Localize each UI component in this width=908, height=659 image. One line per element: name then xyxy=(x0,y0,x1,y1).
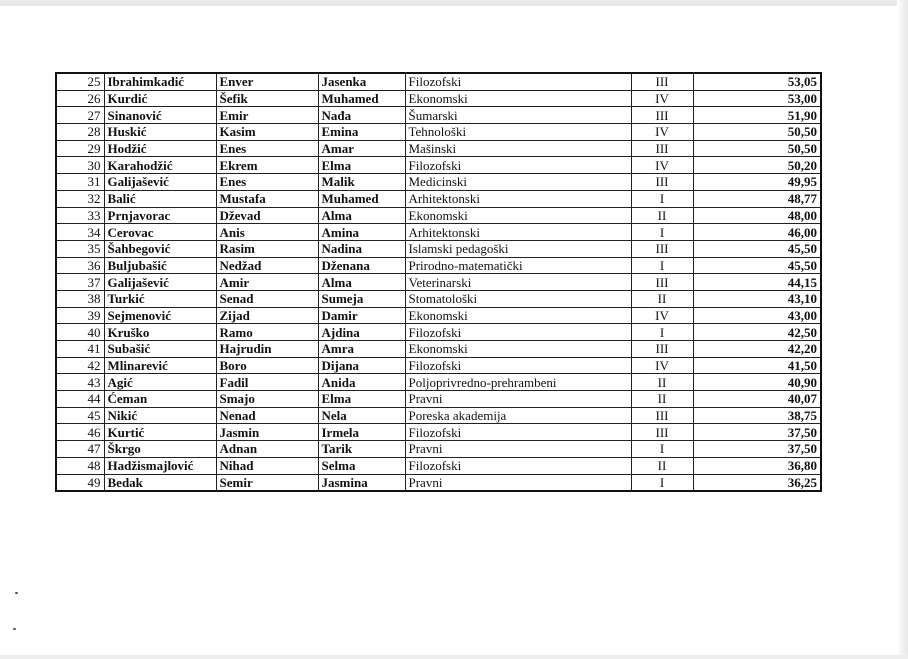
faculty-cell: Ekonomski xyxy=(405,307,631,324)
father-name-cell: Kasim xyxy=(216,124,318,141)
rank-cell: 37 xyxy=(56,274,104,291)
surname-cell: Balić xyxy=(104,190,216,207)
score-cell: 46,00 xyxy=(693,224,821,241)
year-cell: I xyxy=(631,474,693,491)
table-row xyxy=(56,274,821,291)
rank-cell: 25 xyxy=(56,73,104,90)
surname-cell: Kurdić xyxy=(104,90,216,107)
rank-cell: 47 xyxy=(56,441,104,458)
father-name-cell: Zijad xyxy=(216,307,318,324)
faculty-cell: Poljoprivredno-prehrambeni xyxy=(405,374,631,391)
year-cell: IV xyxy=(631,357,693,374)
table-row xyxy=(56,307,821,324)
first-name-cell: Jasmina xyxy=(318,474,405,491)
score-cell: 50,50 xyxy=(693,140,821,157)
first-name-cell: Selma xyxy=(318,457,405,474)
first-name-cell: Ajdina xyxy=(318,324,405,341)
rank-cell: 28 xyxy=(56,124,104,141)
table-row xyxy=(56,341,821,358)
surname-cell: Mlinarević xyxy=(104,357,216,374)
year-cell: I xyxy=(631,190,693,207)
first-name-cell: Elma xyxy=(318,391,405,408)
father-name-cell: Amir xyxy=(216,274,318,291)
faculty-cell: Arhitektonski xyxy=(405,224,631,241)
year-cell: IV xyxy=(631,157,693,174)
table-row xyxy=(56,107,821,124)
score-cell: 41,50 xyxy=(693,357,821,374)
rank-cell: 45 xyxy=(56,407,104,424)
faculty-cell: Tehnološki xyxy=(405,124,631,141)
rank-cell: 44 xyxy=(56,391,104,408)
scan-speck xyxy=(13,628,16,630)
faculty-cell: Pravni xyxy=(405,441,631,458)
score-cell: 53,05 xyxy=(693,73,821,90)
rank-cell: 40 xyxy=(56,324,104,341)
surname-cell: Ibrahimkadić xyxy=(104,73,216,90)
results-table xyxy=(55,72,822,492)
table-row xyxy=(56,257,821,274)
rank-cell: 27 xyxy=(56,107,104,124)
scan-edge-right xyxy=(897,0,908,659)
table-row xyxy=(56,90,821,107)
year-cell: III xyxy=(631,240,693,257)
table-row xyxy=(56,174,821,191)
father-name-cell: Senad xyxy=(216,290,318,307)
rank-cell: 32 xyxy=(56,190,104,207)
first-name-cell: Dženana xyxy=(318,257,405,274)
father-name-cell: Šefik xyxy=(216,90,318,107)
faculty-cell: Filozofski xyxy=(405,424,631,441)
first-name-cell: Muhamed xyxy=(318,90,405,107)
faculty-cell: Prirodno-matematički xyxy=(405,257,631,274)
first-name-cell: Amina xyxy=(318,224,405,241)
year-cell: I xyxy=(631,324,693,341)
father-name-cell: Ramo xyxy=(216,324,318,341)
faculty-cell: Arhitektonski xyxy=(405,190,631,207)
first-name-cell: Amar xyxy=(318,140,405,157)
faculty-cell: Poreska akademija xyxy=(405,407,631,424)
table-row xyxy=(56,124,821,141)
score-cell: 37,50 xyxy=(693,441,821,458)
score-cell: 36,80 xyxy=(693,457,821,474)
faculty-cell: Ekonomski xyxy=(405,90,631,107)
surname-cell: Kruško xyxy=(104,324,216,341)
scan-edge-top xyxy=(0,0,908,6)
table-row xyxy=(56,73,821,90)
rank-cell: 38 xyxy=(56,290,104,307)
first-name-cell: Alma xyxy=(318,274,405,291)
table-row xyxy=(56,474,821,491)
score-cell: 43,10 xyxy=(693,290,821,307)
father-name-cell: Mustafa xyxy=(216,190,318,207)
faculty-cell: Filozofski xyxy=(405,357,631,374)
surname-cell: Hodžić xyxy=(104,140,216,157)
father-name-cell: Anis xyxy=(216,224,318,241)
rank-cell: 29 xyxy=(56,140,104,157)
score-cell: 48,00 xyxy=(693,207,821,224)
first-name-cell: Nadina xyxy=(318,240,405,257)
surname-cell: Galijašević xyxy=(104,174,216,191)
first-name-cell: Sumeja xyxy=(318,290,405,307)
faculty-cell: Veterinarski xyxy=(405,274,631,291)
score-cell: 49,95 xyxy=(693,174,821,191)
table-row xyxy=(56,240,821,257)
year-cell: I xyxy=(631,441,693,458)
surname-cell: Sejmenović xyxy=(104,307,216,324)
first-name-cell: Elma xyxy=(318,157,405,174)
year-cell: IV xyxy=(631,124,693,141)
results-table-body xyxy=(56,73,821,491)
table-row xyxy=(56,224,821,241)
father-name-cell: Adnan xyxy=(216,441,318,458)
rank-cell: 30 xyxy=(56,157,104,174)
table-row xyxy=(56,357,821,374)
year-cell: III xyxy=(631,174,693,191)
year-cell: III xyxy=(631,341,693,358)
year-cell: III xyxy=(631,73,693,90)
first-name-cell: Jasenka xyxy=(318,73,405,90)
score-cell: 38,75 xyxy=(693,407,821,424)
table-row xyxy=(56,407,821,424)
year-cell: II xyxy=(631,290,693,307)
faculty-cell: Filozofski xyxy=(405,457,631,474)
surname-cell: Šahbegović xyxy=(104,240,216,257)
table-row xyxy=(56,140,821,157)
faculty-cell: Ekonomski xyxy=(405,207,631,224)
faculty-cell: Ekonomski xyxy=(405,341,631,358)
first-name-cell: Nela xyxy=(318,407,405,424)
faculty-cell: Filozofski xyxy=(405,324,631,341)
rank-cell: 43 xyxy=(56,374,104,391)
faculty-cell: Filozofski xyxy=(405,157,631,174)
rank-cell: 42 xyxy=(56,357,104,374)
first-name-cell: Alma xyxy=(318,207,405,224)
scan-speck xyxy=(15,592,18,594)
rank-cell: 31 xyxy=(56,174,104,191)
first-name-cell: Nađa xyxy=(318,107,405,124)
rank-cell: 34 xyxy=(56,224,104,241)
first-name-cell: Muhamed xyxy=(318,190,405,207)
year-cell: II xyxy=(631,457,693,474)
surname-cell: Cerovac xyxy=(104,224,216,241)
year-cell: III xyxy=(631,407,693,424)
first-name-cell: Irmela xyxy=(318,424,405,441)
score-cell: 45,50 xyxy=(693,240,821,257)
father-name-cell: Enver xyxy=(216,73,318,90)
surname-cell: Subašić xyxy=(104,341,216,358)
first-name-cell: Amra xyxy=(318,341,405,358)
father-name-cell: Dževad xyxy=(216,207,318,224)
father-name-cell: Enes xyxy=(216,174,318,191)
father-name-cell: Semir xyxy=(216,474,318,491)
surname-cell: Buljubašić xyxy=(104,257,216,274)
father-name-cell: Nedžad xyxy=(216,257,318,274)
first-name-cell: Malik xyxy=(318,174,405,191)
faculty-cell: Islamski pedagoški xyxy=(405,240,631,257)
table-row xyxy=(56,157,821,174)
score-cell: 42,50 xyxy=(693,324,821,341)
year-cell: II xyxy=(631,207,693,224)
faculty-cell: Šumarski xyxy=(405,107,631,124)
score-cell: 48,77 xyxy=(693,190,821,207)
father-name-cell: Hajrudin xyxy=(216,341,318,358)
father-name-cell: Nenad xyxy=(216,407,318,424)
rank-cell: 26 xyxy=(56,90,104,107)
surname-cell: Kurtić xyxy=(104,424,216,441)
rank-cell: 35 xyxy=(56,240,104,257)
year-cell: III xyxy=(631,107,693,124)
table-row xyxy=(56,290,821,307)
table-row xyxy=(56,391,821,408)
surname-cell: Karahodžić xyxy=(104,157,216,174)
faculty-cell: Pravni xyxy=(405,391,631,408)
score-cell: 50,50 xyxy=(693,124,821,141)
faculty-cell: Medicinski xyxy=(405,174,631,191)
first-name-cell: Emina xyxy=(318,124,405,141)
surname-cell: Galijašević xyxy=(104,274,216,291)
scan-edge-bottom xyxy=(0,655,908,659)
surname-cell: Škrgo xyxy=(104,441,216,458)
first-name-cell: Anida xyxy=(318,374,405,391)
score-cell: 40,07 xyxy=(693,391,821,408)
father-name-cell: Enes xyxy=(216,140,318,157)
surname-cell: Turkić xyxy=(104,290,216,307)
score-cell: 37,50 xyxy=(693,424,821,441)
faculty-cell: Pravni xyxy=(405,474,631,491)
year-cell: IV xyxy=(631,90,693,107)
rank-cell: 48 xyxy=(56,457,104,474)
table-row xyxy=(56,441,821,458)
table-row xyxy=(56,190,821,207)
score-cell: 36,25 xyxy=(693,474,821,491)
first-name-cell: Dijana xyxy=(318,357,405,374)
score-cell: 40,90 xyxy=(693,374,821,391)
surname-cell: Agić xyxy=(104,374,216,391)
year-cell: I xyxy=(631,257,693,274)
surname-cell: Bedak xyxy=(104,474,216,491)
rank-cell: 49 xyxy=(56,474,104,491)
table-row xyxy=(56,457,821,474)
year-cell: III xyxy=(631,274,693,291)
year-cell: III xyxy=(631,140,693,157)
table-row xyxy=(56,424,821,441)
score-cell: 42,20 xyxy=(693,341,821,358)
surname-cell: Prnjavorac xyxy=(104,207,216,224)
year-cell: II xyxy=(631,391,693,408)
table-row xyxy=(56,374,821,391)
father-name-cell: Rasim xyxy=(216,240,318,257)
father-name-cell: Emir xyxy=(216,107,318,124)
rank-cell: 36 xyxy=(56,257,104,274)
rank-cell: 33 xyxy=(56,207,104,224)
surname-cell: Sinanović xyxy=(104,107,216,124)
father-name-cell: Fadil xyxy=(216,374,318,391)
score-cell: 44,15 xyxy=(693,274,821,291)
year-cell: II xyxy=(631,374,693,391)
table-row xyxy=(56,207,821,224)
surname-cell: Ćeman xyxy=(104,391,216,408)
father-name-cell: Jasmin xyxy=(216,424,318,441)
score-cell: 43,00 xyxy=(693,307,821,324)
faculty-cell: Stomatološki xyxy=(405,290,631,307)
father-name-cell: Smajo xyxy=(216,391,318,408)
score-cell: 50,20 xyxy=(693,157,821,174)
father-name-cell: Boro xyxy=(216,357,318,374)
first-name-cell: Tarik xyxy=(318,441,405,458)
first-name-cell: Damir xyxy=(318,307,405,324)
score-cell: 51,90 xyxy=(693,107,821,124)
surname-cell: Hadžismajlović xyxy=(104,457,216,474)
rank-cell: 41 xyxy=(56,341,104,358)
faculty-cell: Mašinski xyxy=(405,140,631,157)
rank-cell: 46 xyxy=(56,424,104,441)
year-cell: I xyxy=(631,224,693,241)
year-cell: III xyxy=(631,424,693,441)
year-cell: IV xyxy=(631,307,693,324)
score-cell: 45,50 xyxy=(693,257,821,274)
score-cell: 53,00 xyxy=(693,90,821,107)
rank-cell: 39 xyxy=(56,307,104,324)
father-name-cell: Nihad xyxy=(216,457,318,474)
surname-cell: Huskić xyxy=(104,124,216,141)
surname-cell: Nikić xyxy=(104,407,216,424)
faculty-cell: Filozofski xyxy=(405,73,631,90)
father-name-cell: Ekrem xyxy=(216,157,318,174)
table-row xyxy=(56,324,821,341)
